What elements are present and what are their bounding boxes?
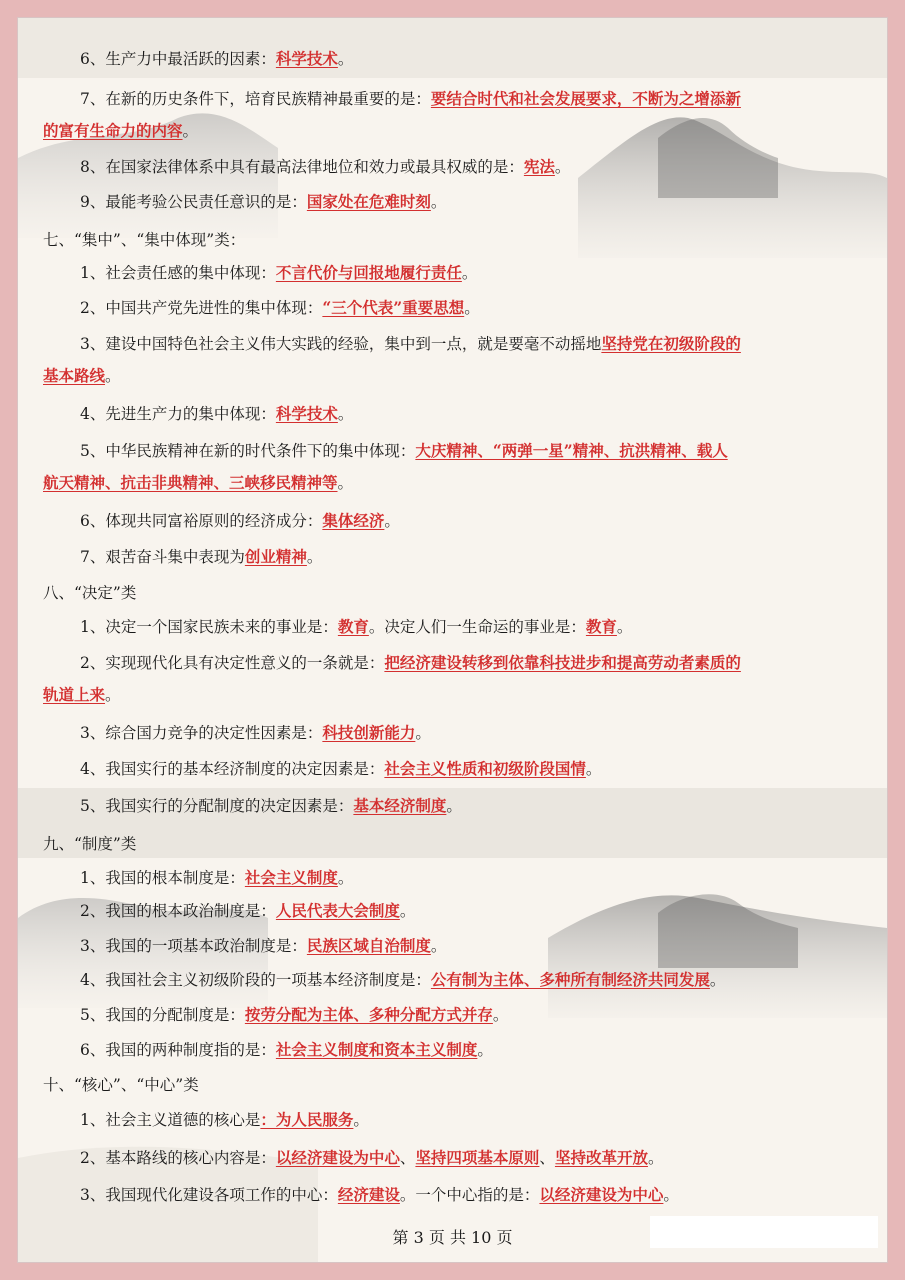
question-text: 。 [399,902,416,920]
answer-text: 社会主义制度 [244,868,338,887]
question-text: 。 [337,869,354,887]
question-text: 。 [477,1041,493,1059]
text-line [18,84,887,114]
text-line [18,44,887,74]
question-text: 。 [182,122,199,140]
answer-text: 按劳分配为主体、多种分配方式并存 [244,1005,493,1024]
text-line [18,436,887,466]
question-text: 7、艰苦奋斗集中表现为 [80,548,245,566]
text-line [18,931,887,961]
answer-text: 的富有生命力的内容 [43,121,183,140]
answer-text: 教育 [337,617,369,636]
question-text: 。决定人们一生命运的事业是： [368,618,586,636]
answer-text: 科学技术 [275,404,338,423]
question-text: 。 [430,937,447,955]
question-text: 。 [709,971,726,989]
text-line [18,829,887,859]
text-line [18,612,887,642]
answer-text: 以经济建设为中心 [539,1185,664,1204]
text-line [18,506,887,536]
text-line [18,965,887,995]
answer-text: 人民代表大会制度 [275,901,400,920]
answer-text: 社会主义制度和资本主义制度 [275,1040,478,1059]
question-text: 。 [337,405,354,423]
answer-text: “三个代表”重要思想 [322,298,465,317]
question-text: 九、“制度”类 [43,835,137,853]
question-text: 6、生产力中最活跃的因素： [80,50,276,68]
text-line [18,468,887,498]
question-text: 。 [446,797,462,815]
question-text: 。 [105,686,121,704]
answer-text: 公有制为主体、多种所有制经济共同发展 [430,970,710,989]
answer-text: 教育 [585,617,617,636]
page-number-footer: 第 3 页 共 10 页 [392,1228,513,1247]
answer-text: 创业精神 [244,547,307,566]
answer-text: 民族区域自治制度 [306,936,431,955]
question-text: 1、决定一个国家民族未来的事业是： [80,618,338,636]
text-line [18,791,887,821]
question-text: 6、我国的两种制度指的是： [80,1041,276,1059]
answer-text: 坚持党在初级阶段的 [601,334,741,353]
question-text: 。 [647,1149,664,1167]
answer-text: ：为人民服务 [260,1110,354,1129]
question-text: 七、“集中”、“集中体现”类： [43,231,246,249]
question-text: 。 [616,618,633,636]
answer-text: 国家处在危难时刻 [306,192,431,211]
text-line [18,116,887,146]
text-line [18,578,887,608]
question-text: 八、“决定”类 [43,584,137,602]
answer-text: 基本路线 [43,366,106,385]
answer-text: 坚持四项基本原则 [415,1148,540,1167]
text-line [18,648,887,678]
text-line [18,863,887,893]
answer-text: 航天精神、抗击非典精神、三峡移民精神等 [43,473,338,492]
question-text: 。 [337,50,354,68]
text-line [18,1035,887,1065]
text-line [18,542,887,572]
question-text: 7、在新的历史条件下，培育民族精神最重要的是： [80,90,431,108]
question-text: 5、我国的分配制度是： [80,1006,245,1024]
text-line [18,1143,887,1173]
question-text: 8、在国家法律体系中具有最高法律地位和效力或最具权威的是： [80,158,524,176]
question-text: 3、建设中国特色社会主义伟大实践的经验，集中到一点，就是要毫不动摇地 [80,335,602,353]
question-text: 4、我国实行的基本经济制度的决定因素是： [80,760,385,778]
text-line [18,718,887,748]
question-text: 。一个中心指的是： [399,1186,540,1204]
answer-text: 坚持改革开放 [554,1148,648,1167]
answer-text: 科技创新能力 [322,723,416,742]
question-text: 。 [430,193,447,211]
question-text: 3、综合国力竞争的决定性因素是： [80,724,323,742]
question-text: 1、社会主义道德的核心是 [80,1111,261,1129]
question-text: 。 [554,158,571,176]
text-line [18,1000,887,1030]
question-text: 。 [337,474,354,492]
answer-text: 不言代价与回报地履行责任 [275,263,462,282]
answer-text: 宪法 [523,157,555,176]
text-line [18,399,887,429]
answer-text: 以经济建设为中心 [275,1148,400,1167]
answer-text: 要结合时代和社会发展要求，不断为之增添新 [430,89,741,108]
question-text: 3、我国的一项基本政治制度是： [80,937,307,955]
question-text: 2、实现现代化具有决定性意义的一条就是： [80,654,385,672]
question-text: 2、中国共产党先进性的集中体现： [80,299,323,317]
question-text: 。 [461,264,478,282]
answer-text: 科学技术 [275,49,338,68]
question-text: 。 [353,1111,369,1129]
question-text: 4、我国社会主义初级阶段的一项基本经济制度是： [80,971,431,989]
text-line [18,187,887,217]
question-text: 2、基本路线的核心内容是： [80,1149,276,1167]
question-text: 4、先进生产力的集中体现： [80,405,276,423]
question-text: 。 [585,760,602,778]
question-text: 。 [384,512,400,530]
document-page [18,18,887,1262]
question-text: 、 [399,1149,416,1167]
text-line [18,1070,887,1100]
text-line [18,329,887,359]
answer-text: 集体经济 [322,511,385,530]
question-text: 。 [492,1006,509,1024]
text-line [18,896,887,926]
answer-text: 大庆精神、“两弹一星”精神、抗洪精神、载人 [415,441,728,460]
question-text: 1、我国的根本制度是： [80,869,245,887]
question-text: 2、我国的根本政治制度是： [80,902,276,920]
text-line [18,293,887,323]
text-line [18,225,887,255]
question-text: 。 [105,367,121,385]
answer-text: 经济建设 [337,1185,400,1204]
text-line [18,754,887,784]
question-text: 。 [306,548,323,566]
question-text: 十、“核心”、“中心”类 [43,1076,199,1094]
question-text: 3、我国现代化建设各项工作的中心： [80,1186,338,1204]
answer-text: 轨道上来 [43,685,106,704]
question-text: 。 [663,1186,679,1204]
question-text: 9、最能考验公民责任意识的是： [80,193,307,211]
question-text: 5、中华民族精神在新的时代条件下的集中体现： [80,442,416,460]
text-line [18,680,887,710]
text-line [18,152,887,182]
answer-text: 社会主义性质和初级阶段国情 [384,759,586,778]
answer-text: 把经济建设转移到依靠科技进步和提高劳动者素质的 [384,653,741,672]
question-text: 。 [415,724,431,742]
question-text: 5、我国实行的分配制度的决定因素是： [80,797,354,815]
question-text: 6、体现共同富裕原则的经济成分： [80,512,323,530]
text-line [18,1180,887,1210]
answer-text: 基本经济制度 [353,796,447,815]
question-text: 、 [539,1149,555,1167]
question-text: 1、社会责任感的集中体现： [80,264,276,282]
question-text: 。 [464,299,480,317]
text-line [18,258,887,288]
text-line [18,361,887,391]
text-line [18,1105,887,1135]
